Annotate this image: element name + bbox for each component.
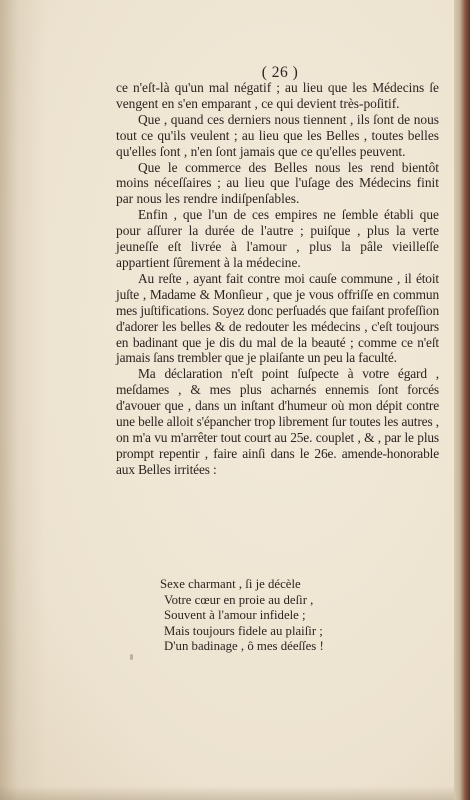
body-text [116,80,439,478]
ink-speck [130,654,133,660]
page-number: ( 26 ) [261,64,299,81]
paragraph-4: Enfin , que l'un de ces empires ne ſemble établi que pour aſſurer la durée de l'autre ; puiſque , plus la verte jeuneſſe eſt livrée à l'amour , plus la pâle vieilleſſe appartient ſûrement à la médecine. [116,207,439,270]
book-spine-edge [454,0,470,800]
paragraph-1: ce n'eſt-là qu'un mal négatif ; au lieu que les Médecins ſe vengent en s'en emparant , ce qui devient très-poſitif. [116,80,439,111]
paragraph-2: Que , quand ces derniers nous tiennent , ils ſont de nous tout ce qu'ils veulent ; au lieu que les Belles , toutes belles qu'elles ſont , n'en ſont jamais que ce qu'elles peuvent. [116,111,439,159]
page-bottom-shadow [0,786,454,800]
verse-line: D'un badinage , ô mes déeſſes ! [164,639,324,654]
paragraph-6: Ma déclaration n'eſt point ſuſpecte à votre égard , meſdames , & mes plus acharnés ennemis ſont forcés d'avouer que , dans un inſtant d'humeur où mon dépit contre une belle alloit s'épancher trop librement ſur toutes les autres , on m'a vu m'arrêter tout court au 25e. couplet , & , par le plus prompt repentir , faire ainſi dans le 26e. amende-honorable aux Belles irritées : [116,366,439,477]
paragraph-5: Au reſte , ayant fait contre moi cauſe commune , il étoit juſte , Madame & Monſieur , que je vous offriſſe en commun mes juſtifications. Soyez donc perſuadés que faiſant profeſſion d'adorer les belles & de redouter les médecins , c'eſt toujours en badinant que je dis du mal de la beauté ; comme ce n'eſt jamais ſans trembler que je plaiſante un peu la faculté. [116,270,439,366]
verse-line: Souvent à l'amour infidele ; [164,608,306,623]
verse-line: Sexe charmant , ſi je décèle [160,577,301,591]
verse-line: Votre cœur en proie au deſir , [164,592,314,607]
verse-line: Mais toujours fidele au plaiſir ; [164,623,323,638]
paragraph-3: Que le commerce des Belles nous les rend bientôt moins néceſſaires ; au lieu que l'uſage des Médecins finit par nous les rendre indiſpenſables. [116,159,439,207]
verse-block [160,577,420,655]
